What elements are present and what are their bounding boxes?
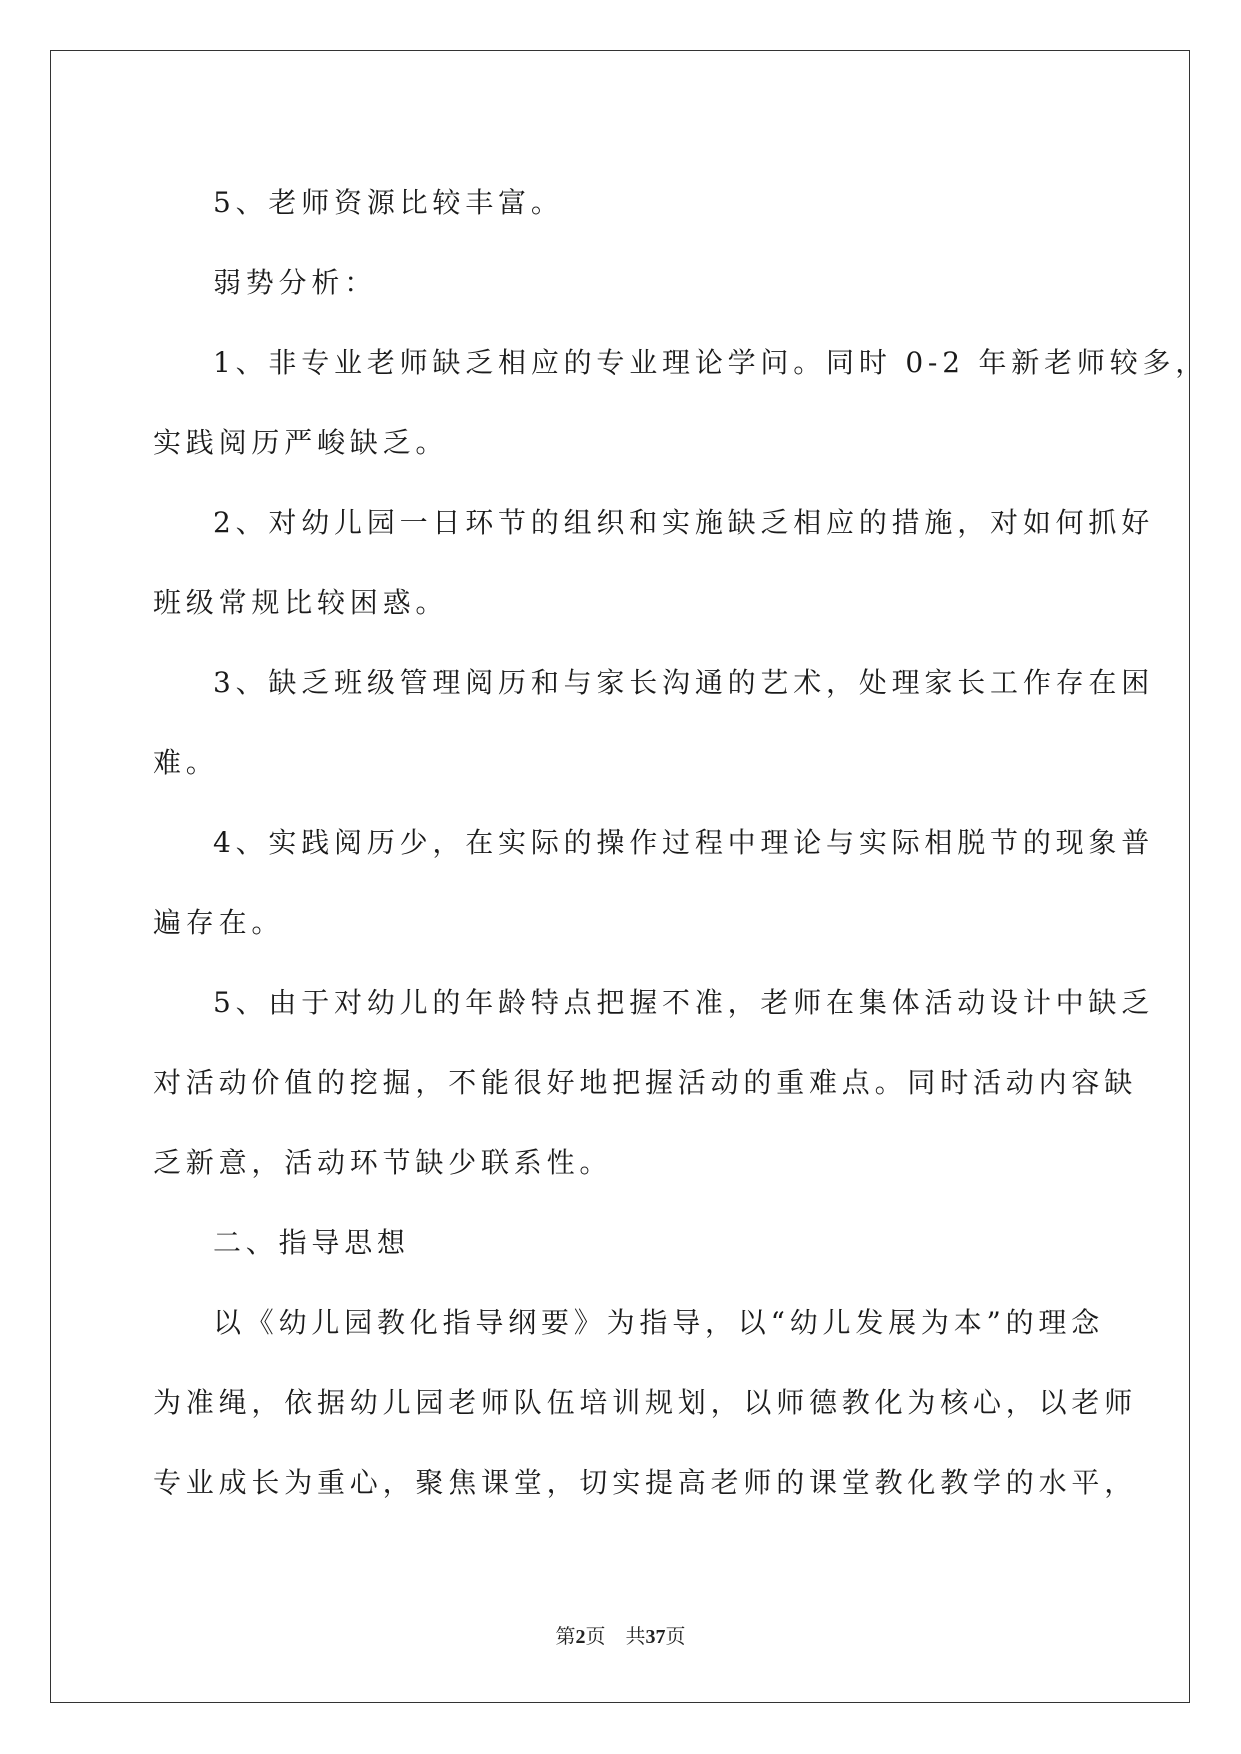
page-number: 2	[575, 1626, 586, 1648]
total-suffix: 页	[665, 1626, 686, 1648]
text-line: 5、由于对幼儿的年龄特点把握不准，老师在集体活动设计中缺乏	[213, 986, 1155, 1019]
text-line: 专业成长为重心，聚焦课堂，切实提高老师的课堂教化教学的水平，	[153, 1466, 1138, 1499]
text-line: 实践阅历严峻缺乏。	[153, 426, 449, 459]
text-line: 遍存在。	[153, 906, 285, 939]
paragraph	[153, 163, 1093, 243]
paragraph	[153, 323, 1209, 483]
total-prefix: 共	[625, 1626, 646, 1648]
text-line: 1、非专业老师缺乏相应的专业理论学问。同时 0-2 年新老师较多，	[213, 346, 1209, 379]
paragraph	[153, 963, 1155, 1203]
paragraph	[153, 803, 1155, 963]
document-body	[153, 163, 1209, 1523]
text-line: 乏新意，活动环节缺少联系性。	[153, 1146, 613, 1179]
total-pages: 37	[645, 1626, 666, 1648]
page-prefix: 第	[555, 1626, 576, 1648]
text-line: 为准绳，依据幼儿园老师队伍培训规划，以师德教化为核心，以老师	[153, 1386, 1138, 1419]
text-line: 对活动价值的挖掘，不能很好地把握活动的重难点。同时活动内容缺	[153, 1066, 1138, 1099]
text-line: 3、缺乏班级管理阅历和与家长沟通的艺术，处理家长工作存在困	[213, 666, 1155, 699]
paragraph	[153, 483, 1155, 643]
text-line: 二、指导思想	[213, 1226, 410, 1259]
paragraph	[153, 643, 1155, 803]
page-footer	[0, 1620, 1241, 1649]
text-line: 5、老师资源比较丰富。	[213, 186, 564, 219]
paragraph	[153, 243, 1093, 323]
text-line: 班级常规比较困惑。	[153, 586, 449, 619]
text-line: 4、实践阅历少，在实际的操作过程中理论与实际相脱节的现象普	[213, 826, 1155, 859]
text-line: 难。	[153, 746, 219, 779]
text-line: 以《幼儿园教化指导纲要》为指导，以“幼儿发展为本”的理念	[213, 1306, 1105, 1339]
section-heading	[153, 1203, 1093, 1283]
paragraph	[153, 1283, 1138, 1523]
text-line: 弱势分析：	[213, 266, 378, 299]
text-line: 2、对幼儿园一日环节的组织和实施缺乏相应的措施，对如何抓好	[213, 506, 1155, 539]
page-suffix: 页	[585, 1626, 606, 1648]
